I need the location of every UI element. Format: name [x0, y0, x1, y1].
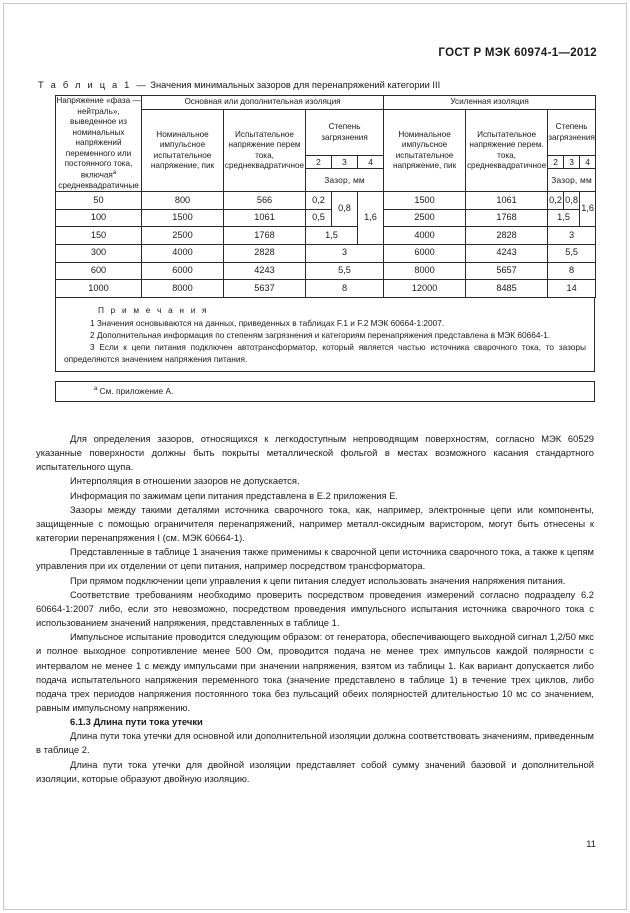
table-row: [56, 280, 596, 298]
cell-reinf-pd3: 0,8: [564, 192, 580, 210]
cell-basic-pd2: 0,5: [306, 209, 332, 227]
cell-reinf-pd234: 14: [548, 280, 596, 298]
cell-reinf-test: 5657: [466, 262, 548, 280]
cell-basic-test: 1768: [224, 227, 306, 245]
cell-reinf-pd234: 3: [548, 227, 596, 245]
header-reinforced-pd-2: 2: [548, 156, 564, 169]
cell-basic-test: 566: [224, 192, 306, 210]
header-reinforced-pd-4: 4: [580, 156, 596, 169]
table-notes-block: [55, 298, 595, 372]
document-header-standard-code: ГОСТ Р МЭК 60974-1—2012: [438, 47, 597, 59]
header-reinforced-gap-mm: Зазор, мм: [548, 169, 596, 192]
body-paragraph-3: Информация по зажимам цепи питания представлена в Е.2 приложения Е.: [70, 489, 399, 501]
cell-reinf-pd4: 1,6: [580, 192, 596, 227]
table-row: [56, 245, 596, 263]
header-basic-pd-3: 3: [332, 156, 358, 169]
table-note-2: 2 Дополнительная информация по степеням загрязнения и категориям перенапряжения представлена в МЭК 60664-1.: [90, 329, 551, 340]
cell-basic-test: 1061: [224, 209, 306, 227]
cell-reinf-test: 2828: [466, 227, 548, 245]
table-1-container: [55, 95, 595, 402]
cell-reinf-pd234: 5,5: [548, 245, 596, 263]
body-paragraph-5: Представленные в таблице 1 значения также применимы к сварочной цепи источника сварочного тока, а также к цепям управления при их отделении от цепи питания, например посредством трансформатора.: [36, 546, 594, 572]
cell-basic-pd234: 3: [306, 245, 384, 263]
cell-reinf-test: 4243: [466, 245, 548, 263]
cell-basic-impulse: 8000: [142, 280, 224, 298]
header-reinforced-pd-3: 3: [564, 156, 580, 169]
cell-voltage: 100: [56, 209, 142, 227]
table-row: [56, 192, 596, 210]
cell-reinf-pd234: 8: [548, 262, 596, 280]
header-basic-gap-mm: Зазор, мм: [306, 169, 384, 192]
cell-basic-pd234: 5,5: [306, 262, 384, 280]
table-note-1: 1 Значения основываются на данных, приведенных в таблицах F.1 и F.2 МЭК 60664-1:2007.: [90, 317, 445, 328]
cell-basic-pd3: 0,8: [332, 192, 358, 227]
table-row: [56, 227, 596, 245]
header-basic-pollution-degree: Степень загрязнения: [306, 110, 384, 156]
cell-basic-impulse: 800: [142, 192, 224, 210]
table-row: [56, 262, 596, 280]
header-basic-pd-2: 2: [306, 156, 332, 169]
body-paragraph-10: Длина пути тока утечки для двойной изоляции представляет собой сумму значений базовой и дополнительной изоляции, которые образуют двойную изоляцию.: [36, 758, 594, 784]
header-basic-pd-4: 4: [358, 156, 384, 169]
cell-basic-impulse: 6000: [142, 262, 224, 280]
header-voltage-phase-neutral: [56, 96, 142, 192]
body-paragraph-1: Для определения зазоров, относящихся к легкодоступным непроводящим поверхностям, согласно МЭК 60529 указанные поверхности должны быть покрыты металлической фольгой в местах возможного касания стандартного испытательного щупа.: [36, 433, 594, 473]
clause-heading-6-1-3: 6.1.3 Длина пути тока утечки: [70, 716, 203, 728]
table-notes-title: П р и м е ч а н и я: [98, 304, 209, 315]
cell-reinf-test: 1061: [466, 192, 548, 210]
cell-reinf-pd2: 0,2: [548, 192, 564, 210]
table-footnote-text: См. приложение А.: [99, 385, 174, 396]
table-header-group-row: [56, 96, 596, 110]
cell-basic-pd2: 0,2: [306, 192, 332, 210]
cell-reinf-impulse: 8000: [384, 262, 466, 280]
table-row: [56, 209, 596, 227]
header-reinforced-rated-impulse-voltage: Номинальное импульсное испытательное напряжение, пик: [384, 110, 466, 192]
header-voltage-footnote-marker: a: [112, 169, 117, 176]
cell-basic-test: 5637: [224, 280, 306, 298]
cell-basic-test: 2828: [224, 245, 306, 263]
table-1-minimum-clearances: [55, 95, 596, 298]
cell-voltage: 300: [56, 245, 142, 263]
header-basic-test-voltage: Испытательное напряжение перем тока, среднеквадратичное: [224, 110, 306, 192]
body-paragraph-9: Длина пути тока утечки для основной или дополнительной изоляции должна соответствовать значениям, приведенным в таблице 2.: [36, 730, 594, 756]
cell-reinf-impulse: 4000: [384, 227, 466, 245]
page-number: 11: [586, 838, 596, 849]
cell-basic-pd4: 1,6: [358, 192, 384, 245]
cell-voltage: 50: [56, 192, 142, 210]
cell-reinf-test: 8485: [466, 280, 548, 298]
header-group-reinforced-insulation: Усиленная изоляция: [384, 96, 596, 110]
header-voltage-text-tail: среднеквадратичные: [58, 180, 139, 190]
table-caption: [38, 80, 440, 90]
cell-voltage: 150: [56, 227, 142, 245]
body-paragraph-2: Интерполяция в отношении зазоров не допускается.: [70, 475, 300, 487]
cell-basic-test: 4243: [224, 262, 306, 280]
cell-basic-impulse: 4000: [142, 245, 224, 263]
table-note-3: 3 Если к цепи питания подключен автотрансформатор, который является частью источника сварочного тока, то зазоры определяются значением напряжения питания.: [64, 341, 586, 364]
table-footnote-line: [94, 386, 586, 396]
body-paragraph-6: При прямом подключении цепи управления к цепи питания следует использовать значения напряжения питания.: [70, 574, 566, 586]
cell-voltage: 600: [56, 262, 142, 280]
cell-basic-pd23: 1,5: [306, 227, 358, 245]
cell-basic-impulse: 1500: [142, 209, 224, 227]
body-paragraph-4: Зазоры между такими деталями источника сварочного тока, как, например, электронные цепи или компоненты, защищенные с помощью ограничителя перенапряжений, например металл-оксидным варистором, могут быть отнесены к категории перенапряжения I (см. МЭК 60664-1).: [36, 503, 594, 544]
cell-basic-pd234: 8: [306, 280, 384, 298]
table-caption-text: Значения минимальных зазоров для перенапряжений категории III: [150, 80, 441, 90]
cell-voltage: 1000: [56, 280, 142, 298]
table-footnote-marker: a: [94, 386, 98, 393]
header-group-basic-insulation: Основная или дополнительная изоляция: [142, 96, 384, 110]
cell-reinf-impulse: 6000: [384, 245, 466, 263]
table-caption-label: Т а б л и ц а 1 —: [38, 80, 148, 90]
body-text-container: [36, 432, 594, 786]
cell-reinf-pd23: 1,5: [548, 209, 580, 227]
cell-reinf-impulse: 2500: [384, 209, 466, 227]
body-paragraph-7: Соответствие требованиям необходимо проверить посредством проведения измерений согласно подразделу 6.2 60664-1:2007 либо, если это невозможно, посредством проведения импульсного испытания источника сварочного тока с использованием значений напряжения, представленных в таблице 1.: [36, 588, 594, 629]
cell-reinf-test: 1768: [466, 209, 548, 227]
cell-reinf-impulse: 12000: [384, 280, 466, 298]
table-footnote-block: [55, 381, 595, 402]
cell-reinf-impulse: 1500: [384, 192, 466, 210]
cell-basic-impulse: 2500: [142, 227, 224, 245]
header-reinforced-pollution-degree: Степень загрязнения: [548, 110, 596, 156]
header-basic-rated-impulse-voltage: Номинальное импульсное испытательное напряжение, пик: [142, 110, 224, 192]
header-voltage-text: Напряжение «фаза — нейтраль», выведенное из номинальных напряжений переменного или постоянного тока, включая: [56, 96, 141, 180]
body-paragraph-8: Импульсное испытание проводится следующим образом: от генератора, обеспечивающего выходной сигнал 1,2/50 мкс и полное выходное сопротивление менее 500 Ом, проводится подача не менее трех импульсов каждой полярности с интервалом не менее 1 с между импульсами при значении напряжения, взятом из таблицы 1. Как вариант допускается либо подача испытательного напряжения переменного тока (значение представлено в таблице 1) в течение трех циклов, либо подача трех периодов напряжения постоянного тока без пульсаций обеих полярностей длительностью 10 мс со значением, равным импульсному напряжению.: [36, 631, 594, 713]
header-reinforced-test-voltage: Испытательное напряжение перем. тока, среднеквадратичное: [466, 110, 548, 192]
